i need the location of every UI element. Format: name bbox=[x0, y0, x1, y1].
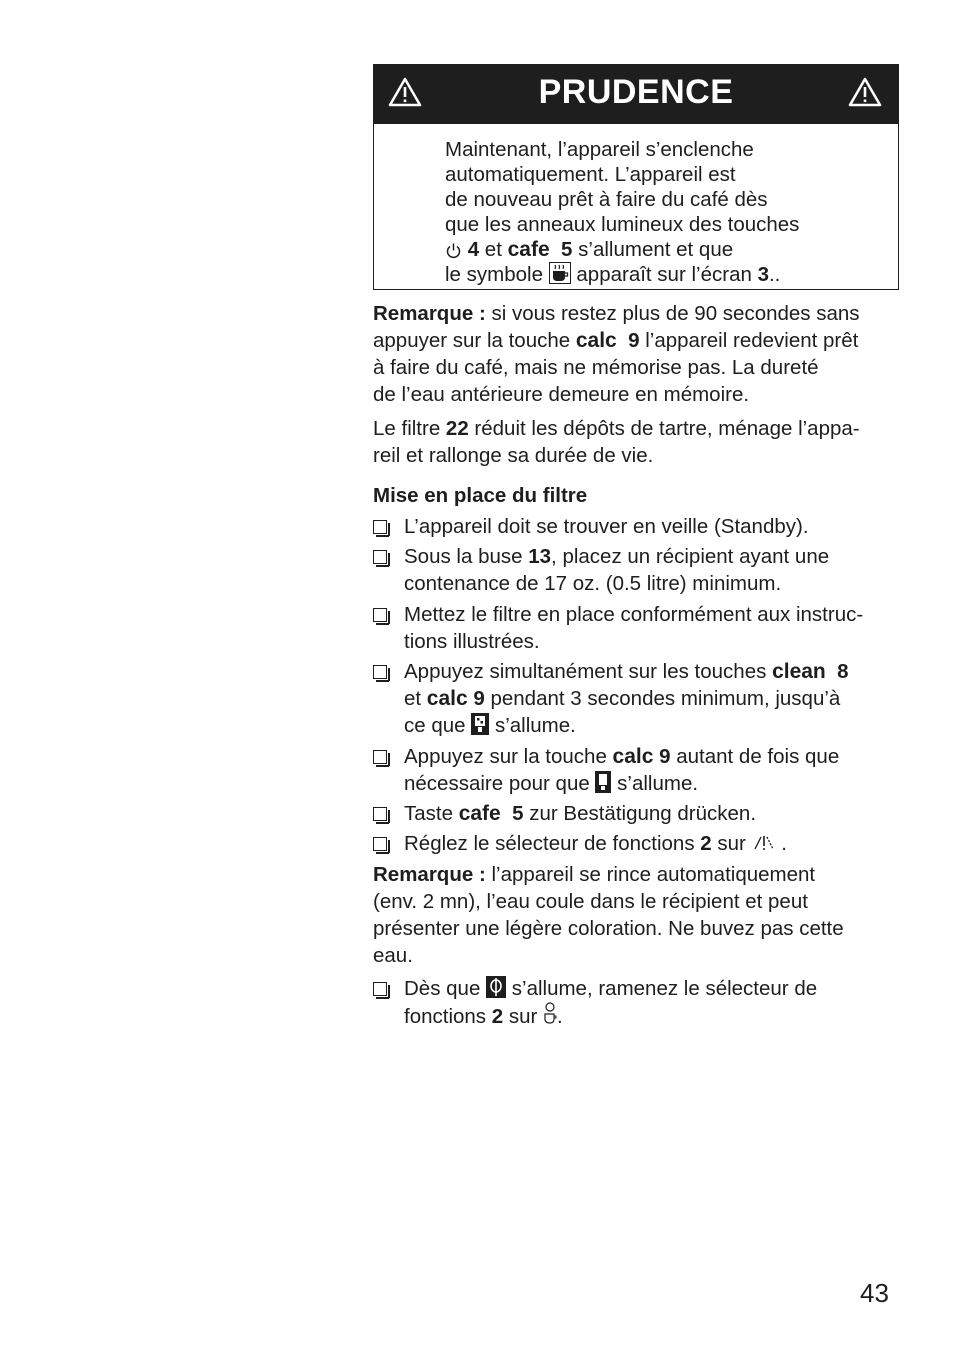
checkbox-icon bbox=[373, 750, 387, 764]
checkbox-icon bbox=[373, 837, 387, 851]
cafe-key-label: cafe bbox=[458, 802, 501, 825]
page-number: 43 bbox=[860, 1278, 889, 1308]
text: si vous restez plus de 90 secondes sans bbox=[485, 302, 860, 325]
text: le symbole bbox=[445, 263, 549, 286]
text: l’appareil redevient prêt bbox=[639, 329, 859, 352]
text: s’allume. bbox=[489, 714, 576, 737]
text: réduit les dépôts de tartre, ménage l’appa- bbox=[468, 417, 860, 440]
note-label: Remarque : bbox=[373, 863, 486, 886]
text: , placez un récipient ayant une bbox=[551, 545, 830, 568]
text: de l’eau antérieure demeure en mémoire. bbox=[373, 383, 750, 406]
checkbox-icon bbox=[373, 665, 387, 679]
list-item bbox=[373, 513, 903, 540]
list-item bbox=[373, 543, 903, 597]
filter-number: 22 bbox=[445, 417, 469, 440]
text: s’allume. bbox=[611, 772, 699, 795]
text: Mettez le filtre en place conformément aux instruc- bbox=[404, 603, 864, 626]
text: sur bbox=[711, 832, 752, 855]
key-number: 9 bbox=[659, 745, 671, 768]
text: . bbox=[775, 832, 787, 855]
display-number: 3 bbox=[757, 263, 769, 286]
caution-line: de nouveau prêt à faire du café dès bbox=[445, 188, 768, 211]
filter-cartridge-display-icon bbox=[595, 771, 611, 793]
text: L’appareil doit se trouver en veille (Standby). bbox=[404, 515, 809, 538]
cafe-key-label: cafe bbox=[507, 238, 550, 261]
filter-display-icon bbox=[471, 713, 489, 735]
calc-key-label: calc bbox=[426, 687, 468, 710]
text: zur Bestätigung drücken. bbox=[523, 802, 757, 825]
text: Taste bbox=[404, 802, 459, 825]
text: eau. bbox=[373, 944, 413, 967]
caution-line: automatiquement. L’appareil est bbox=[445, 163, 736, 186]
checkbox-icon bbox=[373, 807, 387, 821]
nozzle-number: 13 bbox=[528, 545, 552, 568]
caution-line: Maintenant, l’appareil s’enclenche bbox=[445, 138, 754, 161]
text: s’allument et que bbox=[572, 238, 734, 261]
caution-title: PRUDENCE bbox=[538, 73, 734, 111]
text: sur bbox=[503, 1005, 544, 1028]
caution-line bbox=[445, 237, 885, 262]
caution-box bbox=[373, 64, 899, 290]
note-label: Remarque : bbox=[373, 302, 486, 325]
text: pendant 3 secondes minimum, jusqu’à bbox=[484, 687, 841, 710]
clean-key-label: clean bbox=[772, 660, 826, 683]
filter-done-display-icon bbox=[486, 976, 506, 998]
text: tions illustrées. bbox=[404, 630, 540, 653]
key-number: 8 bbox=[837, 660, 849, 683]
power-icon bbox=[445, 242, 462, 259]
key-number: 9 bbox=[628, 329, 640, 352]
text: .. bbox=[768, 263, 781, 286]
calc-key-label: calc bbox=[575, 329, 617, 352]
list-item bbox=[373, 975, 903, 1030]
note-paragraph bbox=[373, 300, 903, 408]
text: Appuyez simultanément sur les touches bbox=[404, 660, 773, 683]
text: fonctions bbox=[404, 1005, 492, 1028]
list-item bbox=[373, 830, 903, 857]
text: Le filtre bbox=[373, 417, 446, 440]
cup-position-icon bbox=[543, 1002, 557, 1026]
text: appuyer sur la touche bbox=[373, 329, 576, 352]
text: nécessaire pour que bbox=[404, 772, 596, 795]
text: apparaît sur l’écran bbox=[576, 263, 758, 286]
checkbox-icon bbox=[373, 982, 387, 996]
list-item bbox=[373, 800, 903, 827]
text: Dès que bbox=[404, 977, 487, 1000]
text: autant de fois que bbox=[670, 745, 840, 768]
warning-triangle-icon bbox=[848, 77, 882, 107]
checkbox-icon bbox=[373, 520, 387, 534]
text: reil et rallonge sa durée de vie. bbox=[373, 444, 654, 467]
text: Sous la buse bbox=[404, 545, 529, 568]
key-number: 5 bbox=[561, 238, 573, 261]
text: et bbox=[479, 238, 508, 261]
selector-number: 2 bbox=[700, 832, 712, 855]
caution-line bbox=[445, 262, 885, 287]
caution-text bbox=[445, 137, 885, 287]
list-item bbox=[373, 743, 903, 797]
caution-line: que les anneaux lumineux des touches bbox=[445, 213, 800, 236]
text: ce que bbox=[404, 714, 472, 737]
rinse-symbol-icon bbox=[752, 833, 776, 853]
text: contenance de 17 oz. (0.5 litre) minimum. bbox=[404, 572, 782, 595]
text: et bbox=[404, 687, 427, 710]
text: Appuyez sur la touche bbox=[404, 745, 613, 768]
text: à faire du café, mais ne mémorise pas. La dureté bbox=[373, 356, 819, 379]
checkbox-icon bbox=[373, 608, 387, 622]
caution-header bbox=[374, 65, 898, 124]
coffee-cup-display-icon bbox=[549, 262, 571, 284]
text: (env. 2 mn), l’eau coule dans le récipient et peut bbox=[373, 890, 808, 913]
key-number: 5 bbox=[512, 802, 524, 825]
text: s’allume, ramenez le sélecteur de bbox=[506, 977, 818, 1000]
text: Réglez le sélecteur de fonctions bbox=[404, 832, 701, 855]
note-paragraph bbox=[373, 861, 903, 969]
selector-number: 2 bbox=[491, 1005, 504, 1028]
text: présenter une légère coloration. Ne buvez pas cette bbox=[373, 917, 844, 940]
key-number: 4 bbox=[467, 238, 480, 261]
checkbox-icon bbox=[373, 550, 387, 564]
calc-key-label: calc bbox=[612, 745, 654, 768]
filter-paragraph bbox=[373, 415, 903, 469]
key-number: 9 bbox=[473, 687, 485, 710]
text: . bbox=[557, 1005, 563, 1028]
text: l’appareil se rince automatiquement bbox=[485, 863, 816, 886]
list-item bbox=[373, 601, 903, 655]
section-heading: Mise en place du filtre bbox=[373, 484, 588, 507]
list-item bbox=[373, 658, 903, 739]
